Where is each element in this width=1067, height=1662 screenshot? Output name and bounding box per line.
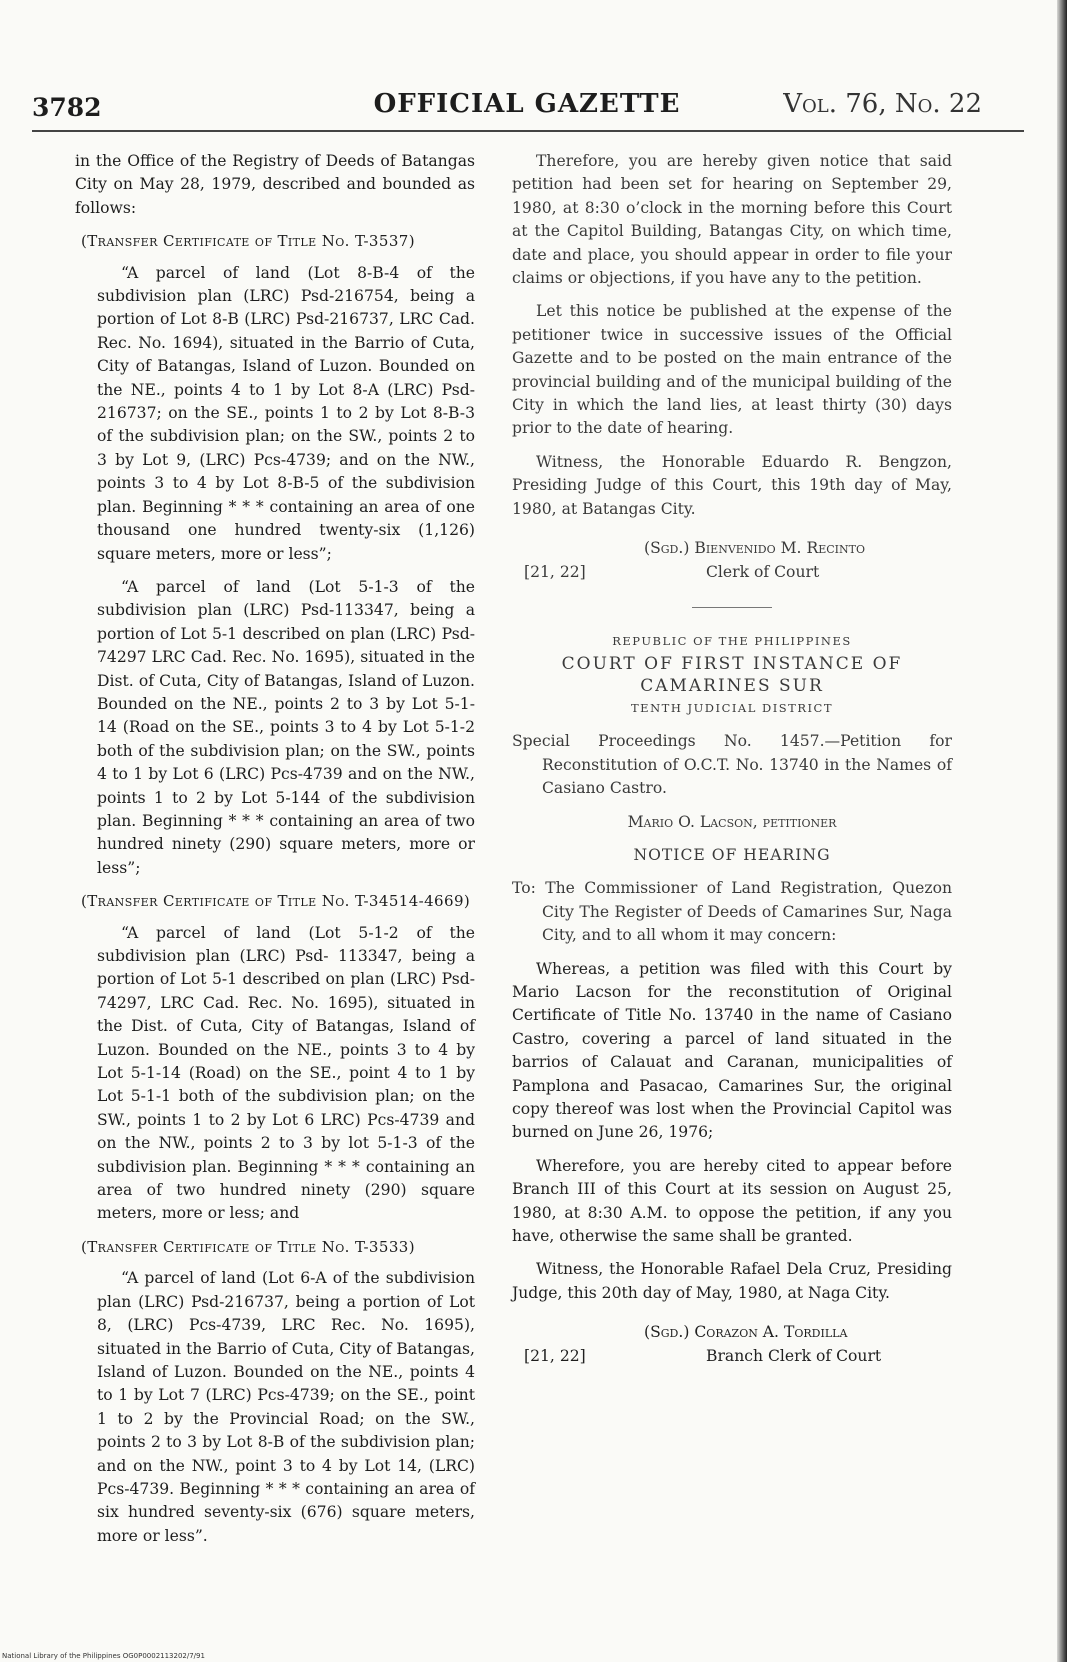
intro-text: in the Office of the Registry of Deeds of Batangas City on May 28, 1979, described and bounded as follows: [75, 152, 475, 217]
notice-title: NOTICE OF HEARING [633, 845, 831, 864]
publication-title: OFFICIAL GAZETTE [373, 89, 681, 119]
tct-heading-2: (Transfer Certificate of Title No. T-34514-4669) [81, 892, 471, 911]
wherefore-paragraph: Wherefore, you are hereby cited to appear before Branch III of this Court at its session on August 25, 1980, at 8:30 A.M. to oppose the petition, if any you have, otherwise the same shall be granted. [512, 1156, 952, 1246]
publish-paragraph: Let this notice be published at the expense of the petitioner twice in successive issues of the Official Gazette and to be posted on the main entrance of the provincial building and of the municipal building of the City in which the land lies, at least thirty (30) days prior to the date of hearing. [512, 302, 952, 438]
parcel-description-4: “A parcel of land (Lot 6-A of the subdivision plan (LRC) Psd-216737, being a portion of Lot 8, (LRC) Pcs-4739, LRC Rec. No. 1695), situated in the Barrio of Cuta, City of Batangas, Island of Luzon. Bounded on the NE., points 4 to 1 by Lot 7 (LRC) Pcs-4739; on the SE., point 1 to 2 by the Provincial Road; on the SW., points 2 to 3 by Lot 8-B of the subdivision plan; and on the NW., point 3 to 4 by Lot 14, (LRC) Pcs-4739. Beginning * * * containing an area of six hundred seventy-six (676) square meters, more or less”. [97, 1269, 475, 1545]
parcel-description-2: “A parcel of land (Lot 5-1-3 of the subdivision plan (LRC) Psd-113347, being a portion of Lot 5-1 described on plan (LRC) Psd-74297 LRC Cad. Rec. No. 1695), situated in the Dist. of Cuta, City of Batangas, Island of Luzon. Bounded on the NE., points 2 to 3 by Lot 5-1-14 (Road on the SE., points 3 to 4 by Lot 5-1-2 both of the subdivision plan; on the SW., points 4 to 1 by Lot 6 (LRC) Pcs-4739 and on the NW., points 1 to 2 by Lot 5-144 of the subdivision plan. Beginning * * * containing an area of two hundred ninety (290) square meters, more or less”; [97, 577, 475, 877]
page-number: 3782 [32, 93, 102, 122]
signer-title-2: Branch Clerk of Court [706, 1346, 882, 1365]
signature-block-1 [512, 537, 952, 584]
witness-paragraph-1: Witness, the Honorable Eduardo R. Bengzon, Presiding Judge of this Court, this 19th day of May, 1980, at Batangas City. [512, 452, 952, 518]
republic-heading: REPUBLIC OF THE PHILIPPINES [612, 633, 852, 648]
page-header [32, 85, 1022, 125]
tct-heading-1: (Transfer Certificate of Title No. T-3537) [81, 232, 415, 251]
section-divider [692, 607, 772, 608]
whereas-paragraph: Whereas, a petition was filed with this Court by Mario Lacson for the reconstitution of Original Certificate of Title No. 13740 in the name of Casiano Castro, covering a parcel of land situated in the barrios of Calauat and Caranan, municipalities of Pamplona and Pasacao, Camarines Sur, the original copy thereof was lost when the Provincial Capitol was burned on June 26, 1976; [512, 959, 952, 1142]
court-heading: COURT OF FIRST INSTANCE OF CAMARINES SUR [561, 653, 903, 696]
tct-heading-3: (Transfer Certificate of Title No. T-3533) [81, 1237, 415, 1256]
signature-block-2 [512, 1321, 952, 1368]
scan-source-note: National Library of the Philippines OG0P0002113202/7/91 [2, 1652, 205, 1660]
district-heading: TENTH JUDICIAL DISTRICT [631, 700, 833, 715]
witness-paragraph-2: Witness, the Honorable Rafael Dela Cruz, Presiding Judge, this 20th day of May, 1980, at Naga City. [512, 1260, 952, 1302]
scan-edge [1057, 0, 1067, 1662]
signer-title-1: Clerk of Court [706, 562, 820, 581]
special-proceedings: Special Proceedings No. 1457.—Petition for Reconstitution of O.C.T. No. 13740 in the Names of Casiano Castro. [512, 732, 952, 798]
signer-name-1: (Sgd.) Bienvenido M. Recinto [644, 539, 865, 558]
therefore-paragraph: Therefore, you are hereby given notice that said petition had been set for hearing on September 29, 1980, at 8:30 o’clock in the morning before this Court at the Capitol Building, Batangas City, on which time, date and place, you should appear in order to file your claims or objections, if you have any to the petition. [512, 152, 952, 288]
parcel-description-3: “A parcel of land (Lot 5-1-2 of the subdivision plan (LRC) Psd- 113347, being a portion of Lot 5-1 described on plan (LRC) Psd-74297, LRC Cad. Rec. No. 1695), situated in the Dist. of Cuta, City of Batangas, Island of Luzon. Bounded on the NE., points 3 to 4 by Lot 5-1-14 (Road) on the SE., point 4 to 1 by Lot 5-1-1 both of the subdivision plan; on the SW., points 1 to 2 by Lot 6 LRC) Pcs-4739 and on the NW., points 2 to 3 by lot 5-1-3 of the subdivision plan. Beginning * * * containing an area of two hundred ninety (290) square meters, more or less; and [97, 923, 475, 1223]
signer-name-2: (Sgd.) Corazon A. Tordilla [644, 1323, 848, 1342]
issue-tag-2: [21, 22] [524, 1347, 586, 1366]
left-column [75, 150, 475, 1548]
addressees: To: The Commissioner of Land Registration, Quezon City The Register of Deeds of Camarines Sur, Naga City, and to all whom it may concern: [512, 879, 952, 945]
parcel-description-1: “A parcel of land (Lot 8-B-4 of the subdivision plan (LRC) Psd-216754, being a portion of Lot 8-B (LRC) Psd-216737, LRC Cad. Rec. No. 1694), situated in the Barrio of Cuta, City of Batangas, Island of Luzon. Bounded on the NE., points 4 to 1 by Lot 8-A (LRC) Psd-216737; on the SE., points 1 to 2 by Lot 8-B-3 of the subdivision plan; on the SW., points 2 to 3 by Lot 9, (LRC) Pcs-4739; and on the NW., points 3 to 4 by Lot 8-B-5 of the subdivision plan. Beginning * * * containing an area of one thousand one hundred twenty-six (1,126) square meters, more or less”; [97, 263, 475, 563]
petitioner-line: Mario O. Lacson, petitioner [627, 812, 837, 831]
right-column [512, 150, 952, 1369]
issue-tag-1: [21, 22] [524, 563, 586, 582]
volume-issue: Vol. 76, No. 22 [783, 89, 982, 119]
header-rule [32, 130, 1024, 132]
